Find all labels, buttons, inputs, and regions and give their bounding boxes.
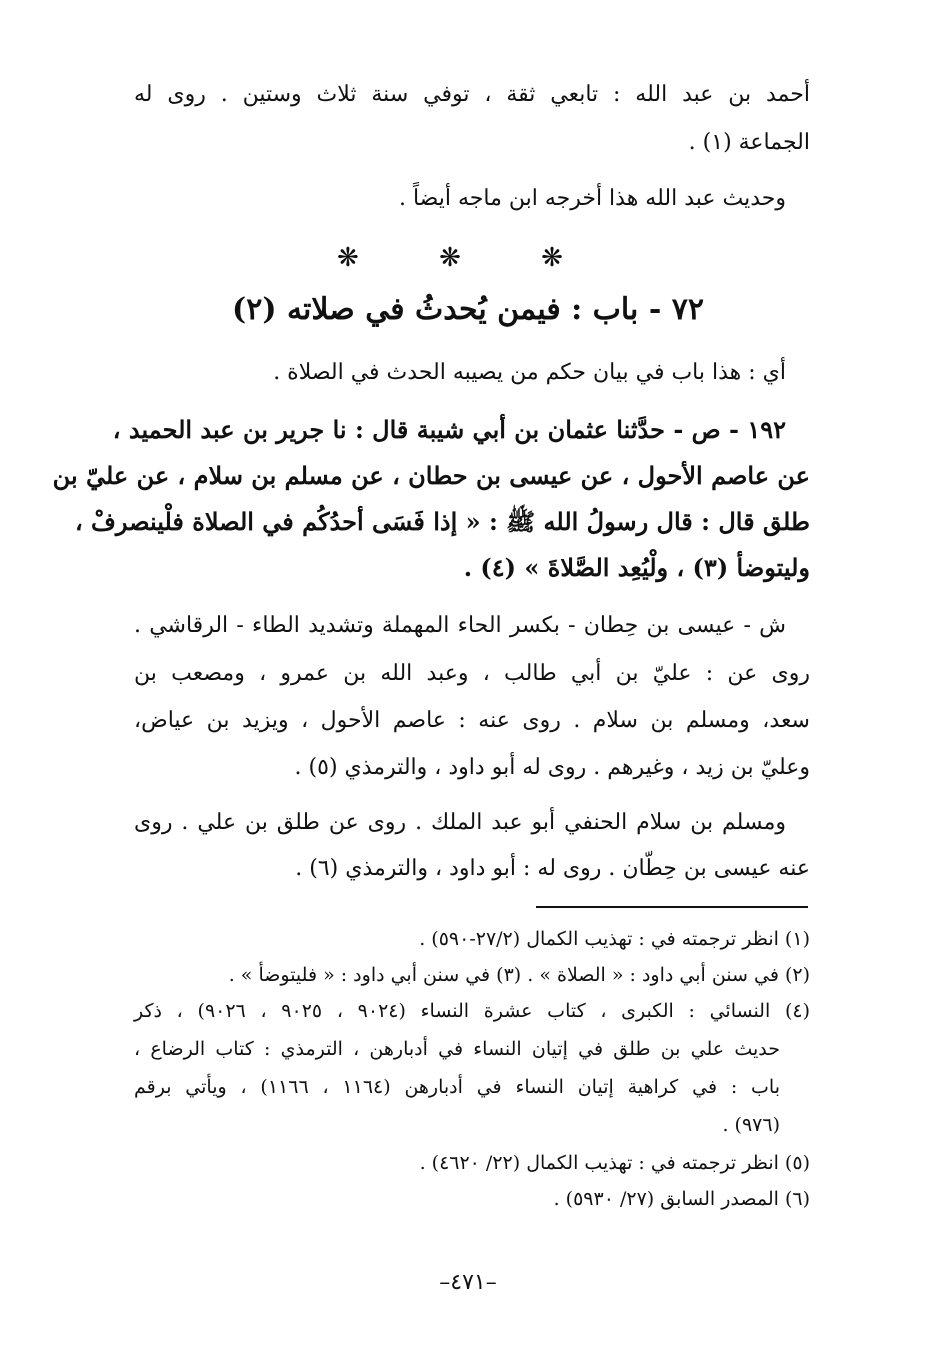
top-text-line-1: أحمد بن عبد الله : تابعي ثقة ، توفي سنة ثلاث وستين . روى له xyxy=(134,82,810,107)
hadith-line-1: ١٩٢ - ص - حدَّثنا عثمان بن أبي شيبة قال : نا جرير بن عبد الحميد ، xyxy=(112,415,786,444)
footnote-6: (٦) المصدر السابق (٢٧/ ٥٩٣٠) . xyxy=(553,1188,810,1210)
footnote-2-3: (٢) في سنن أبي داود : « الصلاة » . (٣) في سنن أبي داود : « فليتوضأ » . xyxy=(228,964,810,986)
footnote-4-line-3: باب : في كراهية إتيان النساء في أدبارهن (١١٦٤ ، ١١٦٦) ، ويأتي برقم xyxy=(134,1076,781,1098)
commentary-line-1: ش - عيسى بن حِطان - بكسر الحاء المهملة وتشديد الطاء - الرقاشي . xyxy=(134,613,786,638)
footnote-4-line-1: (٤) النسائي : الكبرى ، كتاب عشرة النساء (٩٠٢٤ ، ٩٠٢٥ ، ٩٠٢٦) ، ذكر xyxy=(134,1000,810,1022)
hadith-line-4: وليتوضأ (٣) ، ولْيُعِد الصَّلاةَ » (٤) . xyxy=(463,553,810,582)
footnote-5: (٥) انظر ترجمته في : تهذيب الكمال (٢٢/ ٤٦٢٠) . xyxy=(419,1152,810,1174)
hadith-line-2: عن عاصم الأحول ، عن عيسى بن حطان ، عن مسلم بن سلام ، عن عليّ بن xyxy=(52,461,810,490)
commentary-line-5: ومسلم بن سلام الحنفي أبو عبد الملك . روى عن طلق بن علي . روى xyxy=(134,810,786,835)
commentary-line-6: عنه عيسى بن حِطّان . روى له : أبو داود ، والترمذي (٦) . xyxy=(295,856,810,881)
top-text-line-3: وحديث عبد الله هذا أخرجه ابن ماجه أيضاً . xyxy=(398,186,786,211)
chapter-title: ٧٢ - باب : فيمن يُحدثُ في صلاته (٢) xyxy=(231,292,704,327)
ornament-divider: ❋ ❋ ❋ xyxy=(337,243,599,273)
chapter-explanation: أي : هذا باب في بيان حكم من يصيبه الحدث في الصلاة . xyxy=(273,360,786,385)
commentary-line-2: روى عن : عليّ بن أبي طالب ، وعبد الله بن عمرو ، ومصعب بن xyxy=(134,661,810,686)
footnote-4-line-2: حديث علي بن طلق في إتيان النساء في أدبارهن ، الترمذي : كتاب الرضاع ، xyxy=(134,1038,780,1060)
footnote-separator xyxy=(536,906,808,908)
commentary-line-4: وعليّ بن زيد ، وغيرهم . روى له أبو داود ، والترمذي (٥) . xyxy=(294,755,810,780)
commentary-line-3: سعد، ومسلم بن سلام . روى عنه : عاصم الأحول ، ويزيد بن عياض، xyxy=(134,708,810,733)
footnote-4-line-4: (٩٧٦) . xyxy=(722,1114,780,1136)
top-text-line-2: الجماعة (١) . xyxy=(688,130,810,155)
footnote-1: (١) انظر ترجمته في : تهذيب الكمال (٢٧/٢-٥٩٠) . xyxy=(419,928,810,950)
page-number: –٤٧١– xyxy=(439,1270,497,1295)
hadith-line-3: طلق قال : قال رسولُ الله ﷺ : « إذا فَسَى أحدُكُم في الصلاة فلْينصرفْ ، xyxy=(74,507,810,536)
